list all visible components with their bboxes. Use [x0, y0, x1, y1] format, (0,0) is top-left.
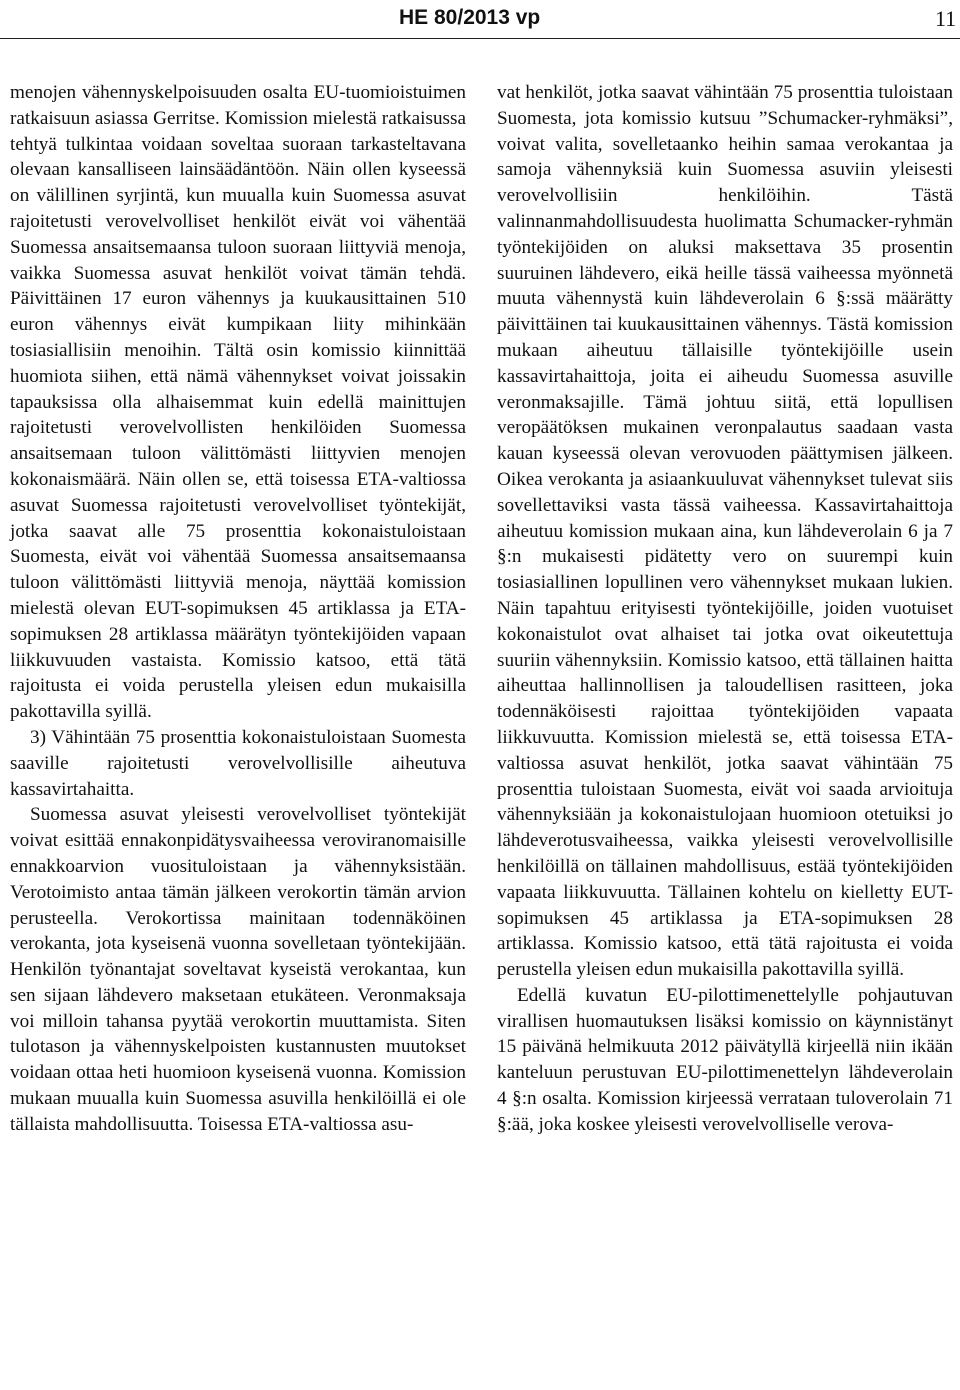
page-header — [0, 4, 960, 38]
left-column — [10, 80, 466, 1138]
header-rule — [0, 38, 960, 39]
document-id: HE 80/2013 vp — [399, 6, 541, 29]
page-number: 11 — [935, 6, 957, 31]
paragraph: Edellä kuvatun EU-pilottimenettelylle pohjautuvan virallisen huomautuksen lisäksi komissio on käynnistänyt 15 päivänä helmikuuta 2012 päivätyllä kirjeellä niin ikään kanteluun perustuvan EU-pilottimenettelyn lähdeverolain 4 §:n osalta. Komission kirjeessä verrataan tuloverolain 71 §:ää, joka koskee yleisesti verovelvolliselle verova- — [497, 984, 953, 1135]
right-column — [497, 80, 953, 1138]
paragraph: menojen vähennyskelpoisuuden osalta EU-tuomioistuimen ratkaisuun asiassa Gerritse. Komission mielestä ratkaisussa tehtyä tulkintaa voidaan soveltaa suoraan tarkasteltavana olevaan kansalliseen lainsäädäntöön. Näin ollen kyseessä on välillinen syrjintä, kun muualla kuin Suomessa asuvat rajoitetusti verovelvolliset henkilöt eivät voi vähentää Suomessa ansaitsemaansa tuloon suoraan liittyviä menoja, vaikka Suomessa asuvat henkilöt voivat tämän tehdä. Päivittäinen 17 euron vähennys ja kuukausittainen 510 euron vähennys eivät kumpikaan liity mihinkään tosiasiallisiin menoihin. Tältä osin komissio kiinnittää huomiota siihen, että nämä vähennykset voivat joissakin tapauksissa olla alhaisemmat kuin edellä mainittujen rajoitetusti verovelvollisten henkilöiden Suomessa ansaitsemaan tuloon välittömästi liittyvien menojen kokonaismäärä. Näin ollen se, että toisessa ETA-valtiossa asuvat Suomessa rajoitetusti verovelvolliset työntekijät, jotka saavat alle 75 prosenttia kokonaistuloistaan Suomesta, eivät voi vähentää Suomessa ansaitsemaansa tuloon välittömästi liittyviä menoja, näyttää komission mielestä olevan EUT-sopimuksen 45 artiklassa ja ETA-sopimuksen 28 artiklassa määrätyn työntekijöiden vapaan liikkuvuuden vastaista. Komissio katsoo, että tätä rajoitusta ei voida perustella yleisen edun mukaisilla pakottavilla syillä. — [10, 82, 466, 723]
paragraph: vat henkilöt, jotka saavat vähintään 75 prosenttia tuloistaan Suomesta, jota komissio kutsuu ”Schumacker-ryhmäksi”, voivat valita, sovelletaanko heihin samaa verokantaa ja samoja vähennyksiä kuin Suomessa asuviin yleisesti verovelvollisiin henkilöihin. Tästä valinnanmahdollisuudesta huolimatta Schumacker-ryhmän työntekijöiden on aluksi maksettava 35 prosentin suuruinen lähdevero, eikä heille tässä vaiheessa myönnetä muuta vähennystä kuin lähdeverolain 6 §:ssä määrätty päivittäinen tai kuukausittainen vähennys. Tästä komission mukaan aiheutuu tällaisille työntekijöille usein kassavirtahaittoja, joita ei aiheudu Suomessa asuville veronmaksajille. Tämä johtuu siitä, että lopullisen veropäätöksen mukainen veronpalautus saadaan vasta kauan kyseessä olevan verovuoden päättymisen jälkeen. Oikea verokanta ja asiaankuuluvat vähennykset tulevat siis sovellettaviksi vasta tässä vaiheessa. Kassavirtahaittoja aiheutuu komission mukaan aina, kun lähdeverolain 6 ja 7 §:n mukaisesti pidätetty vero on suurempi kuin tosiasiallinen lopullinen vero vähennykset mukaan lukien. Näin tapahtuu erityisesti työntekijöille, joiden vuotuiset kokonaistulot ovat alhaiset tai jotka ovat oikeutettuja suuriin vähennyksiin. Komissio katsoo, että tällainen haitta aiheuttaa hallinnollisen ja taloudellisen rasitteen, joka todennäköisesti rajoittaa työntekijöiden vapaata liikkuvuutta. Komission mielestä se, että toisessa ETA-valtiossa asuvat henkilöt, jotka saavat vähintään 75 prosenttia tuloistaan Suomesta, eivät voi saada arvioituja vähennyksiään ja kokonaistulojaan huomioon otetuiksi jo lähdeverotusvaiheessa, vaikka yleisesti verovelvollisille henkilöillä on tällainen mahdollisuus, estää työntekijöiden vapaata liikkuvuutta. Tällainen kohtelu on kielletty EUT-sopimuksen 45 artiklassa ja ETA-sopimuksen 28 artiklassa. Komissio katsoo, että tätä rajoitusta ei voida perustella yleisen edun mukaisilla pakottavilla syillä. — [497, 82, 953, 981]
paragraph: Suomessa asuvat yleisesti verovelvolliset työntekijät voivat esittää ennakonpidätysvaiheessa veroviranomaisille ennakkoarvion vuosituloistaan ja vähennyksistään. Verotoimisto antaa tämän jälkeen verokortin tämän arvion perusteella. Verokortissa mainitaan todennäköinen verokanta, jota kyseisenä vuonna sovelletaan työntekijään. Henkilön työnantajat soveltavat kyseistä verokantaa, kun sen sijaan lähdevero maksetaan etukäteen. Veronmaksaja voi milloin tahansa pyytää verokortin muuttamista. Siten tulotason ja vähennyskelpoisten kustannusten muutokset voidaan ottaa heti huomioon kyseisenä vuonna. Komission mukaan muualla kuin Suomessa asuvilla henkilöillä ei ole tällaista mahdollisuutta. Toisessa ETA-valtiossa asu- — [10, 804, 466, 1135]
paragraph: 3) Vähintään 75 prosenttia kokonaistuloistaan Suomesta saaville rajoitetusti verovelvollisille aiheutuva kassavirtahaitta. — [10, 726, 466, 800]
